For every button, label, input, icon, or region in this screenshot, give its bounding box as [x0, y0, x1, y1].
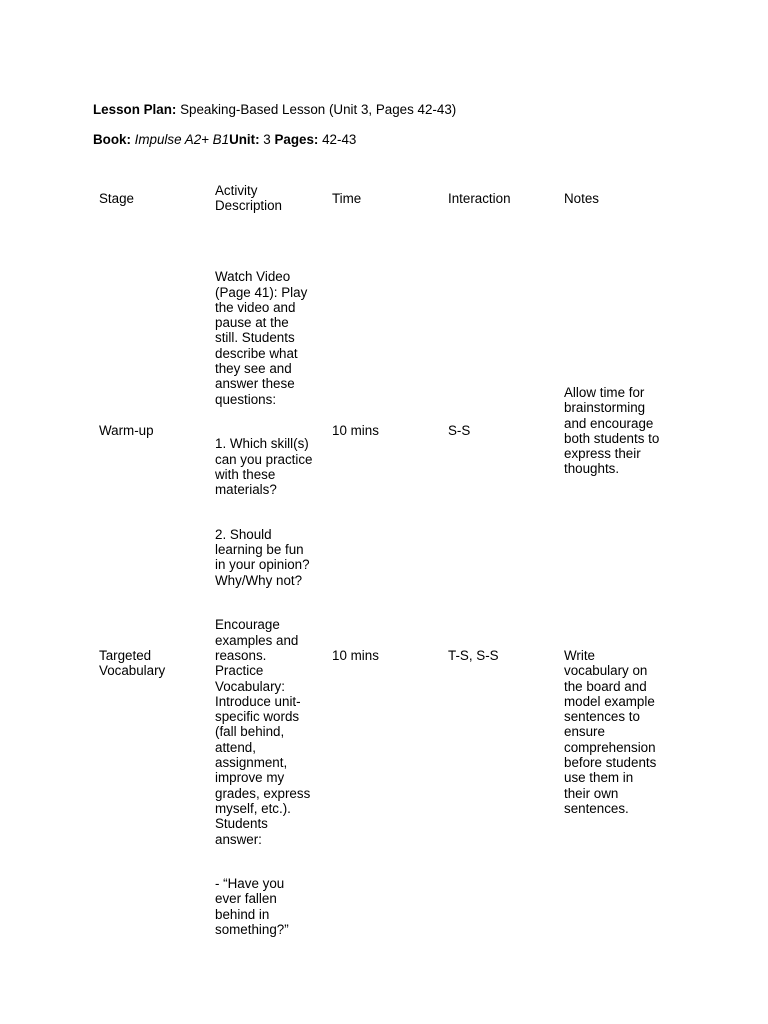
table-row-1-activity: [215, 254, 325, 678]
table-row-1-notes: Allow time for brainstorming and encourage both students to express their thoughts.: [564, 385, 660, 477]
table-row-2-stage: Targeted Vocabulary: [99, 648, 166, 679]
pages-label: Pages:: [274, 132, 319, 147]
column-header-stage: Stage: [99, 191, 134, 206]
activity-paragraph: Watch Video (Page 41): Play the video and pause at the still. Students describe what they see and answer these questions:: [215, 269, 308, 407]
book-title: Impulse A2+ B1: [130, 132, 230, 147]
table-row-1-interaction: S-S: [448, 423, 471, 438]
table-row-1-stage: Warm-up: [99, 423, 154, 438]
activity-paragraph: Practice Vocabulary: Introduce unit- specific words (fall behind, attend, assignment, improve my grades, express myself, etc.). Students answer:: [215, 663, 311, 847]
book-label: Book:: [93, 132, 131, 147]
table-row-2-activity: [215, 648, 325, 953]
table-row-1-time: 10 mins: [332, 423, 379, 438]
lesson-plan-line: [93, 102, 456, 117]
column-header-time: Time: [332, 191, 362, 206]
table-row-2-notes: Write vocabulary on the board and model example sentences to ensure comprehension before students use them in their own sentences.: [564, 648, 657, 816]
activity-paragraph: Encourage examples and reasons.: [215, 617, 299, 663]
activity-paragraph: - “Have you ever fallen behind in something?”: [215, 876, 289, 938]
lesson-plan-value: Speaking-Based Lesson (Unit 3, Pages 42-43): [176, 102, 457, 117]
unit-label: Unit:: [229, 132, 260, 147]
lesson-plan-label: Lesson Plan:: [93, 102, 177, 117]
book-line: [93, 132, 356, 147]
table-row-2-interaction: T-S, S-S: [448, 648, 499, 663]
table-row-2-time: 10 mins: [332, 648, 379, 663]
pages-value: 42-43: [318, 132, 357, 147]
column-header-interaction: Interaction: [448, 191, 511, 206]
activity-paragraph: 1. Which skill(s) can you practice with these materials?: [215, 436, 313, 498]
column-header-activity: Activity Description: [215, 183, 282, 214]
unit-value: 3: [259, 132, 275, 147]
activity-paragraph: 2. Should learning be fun in your opinion? Why/Why not?: [215, 526, 310, 588]
column-header-notes: Notes: [564, 191, 599, 206]
